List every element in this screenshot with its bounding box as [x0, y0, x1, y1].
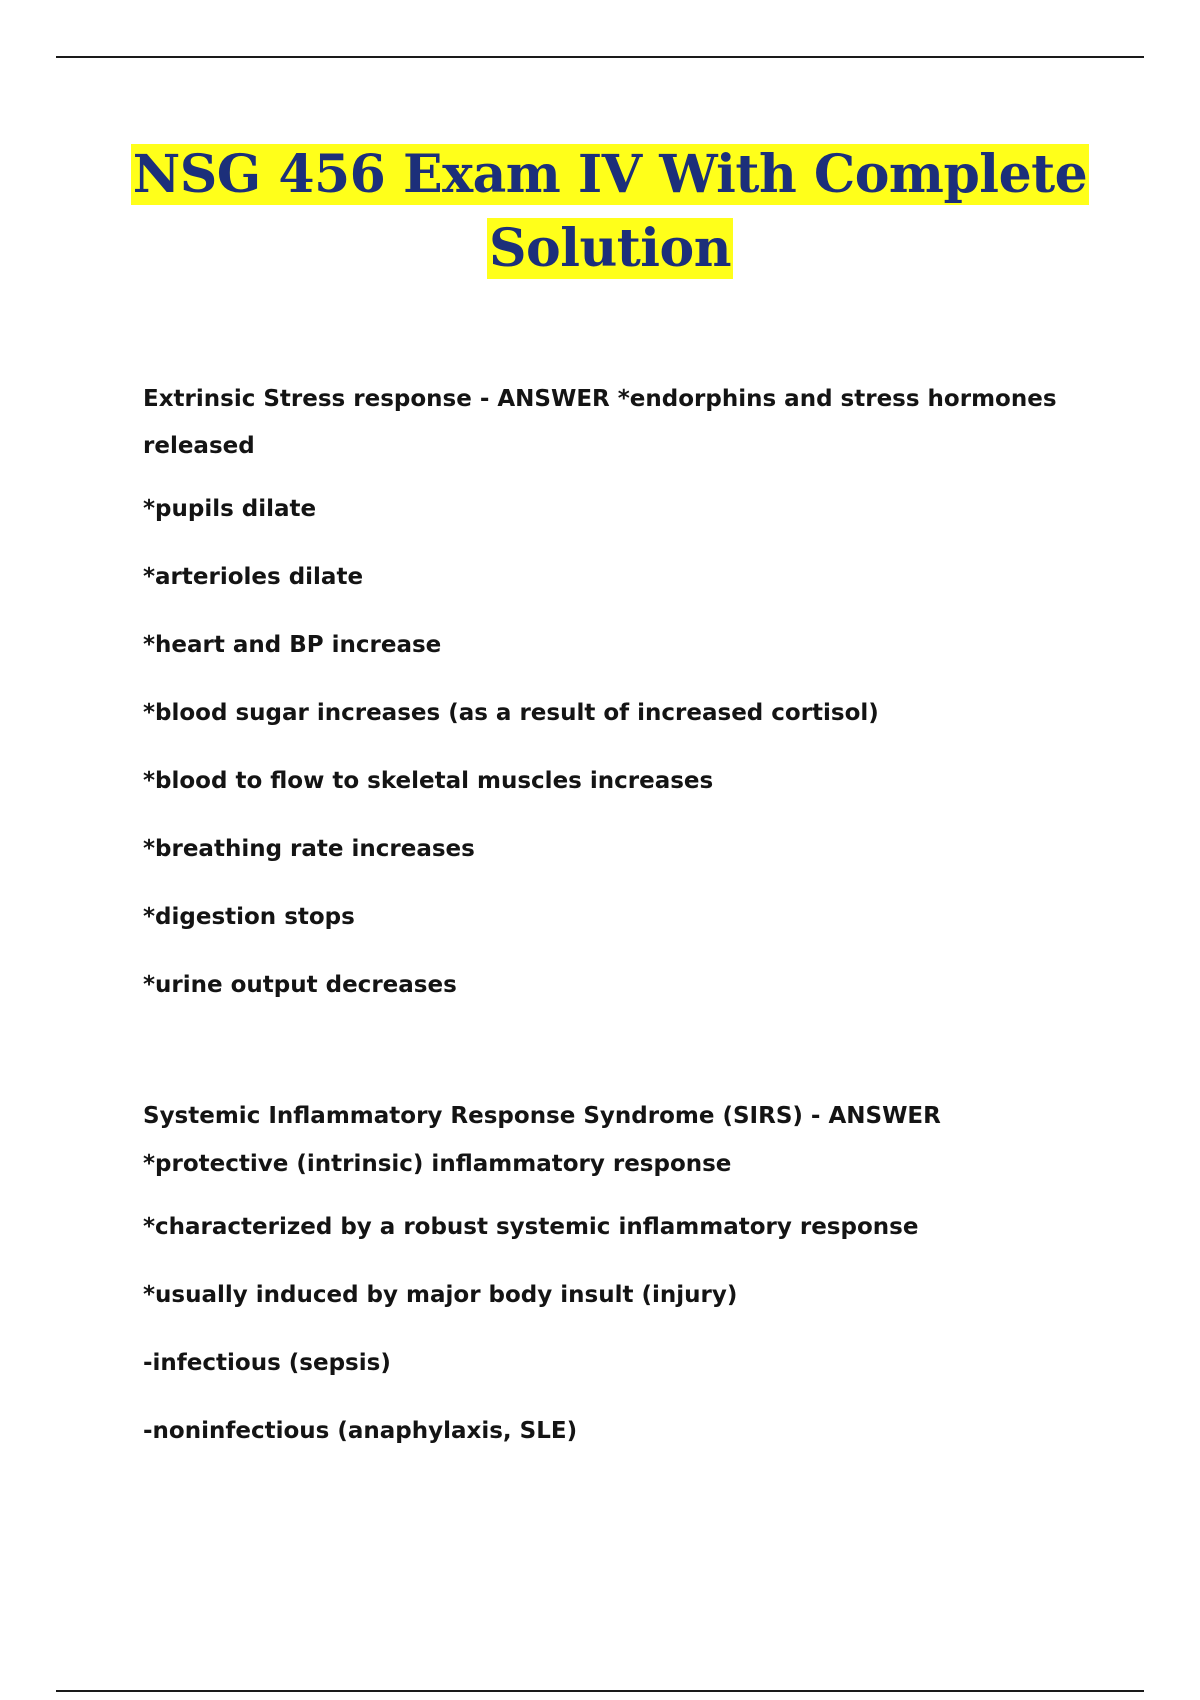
question-lead: Systemic Inflammatory Response Syndrome (SIRS) - ANSWER *protective (intrinsic) inflammatory response — [143, 1103, 941, 1177]
document-body — [143, 376, 1063, 1446]
answer-item: -noninfectious (anaphylaxis, SLE) — [143, 1418, 578, 1444]
answer-item: *digestion stops — [143, 904, 355, 930]
header-rule — [56, 56, 1144, 58]
answer-item: *pupils dilate — [143, 496, 317, 522]
answer-item: *characterized by a robust systemic inflammatory response — [143, 1214, 919, 1240]
answer-item: *urine output decreases — [143, 972, 457, 998]
question-lead: Extrinsic Stress response - ANSWER *endorphins and stress hormones released — [143, 386, 1057, 459]
answer-item: -infectious (sepsis) — [143, 1350, 391, 1376]
answer-item: *blood sugar increases (as a result of increased cortisol) — [143, 700, 879, 726]
answer-item: *usually induced by major body insult (injury) — [143, 1282, 738, 1308]
title-line-2: Solution — [488, 218, 732, 279]
answer-item: *arterioles dilate — [143, 564, 364, 590]
title-line-1: NSG 456 Exam IV With Complete — [132, 144, 1088, 205]
answer-item: *heart and BP increase — [143, 632, 442, 658]
answer-item: *breathing rate increases — [143, 836, 475, 862]
answer-item: *blood to flow to skeletal muscles increases — [143, 768, 714, 794]
document-title — [130, 138, 1090, 286]
footer-rule — [56, 1690, 1144, 1692]
